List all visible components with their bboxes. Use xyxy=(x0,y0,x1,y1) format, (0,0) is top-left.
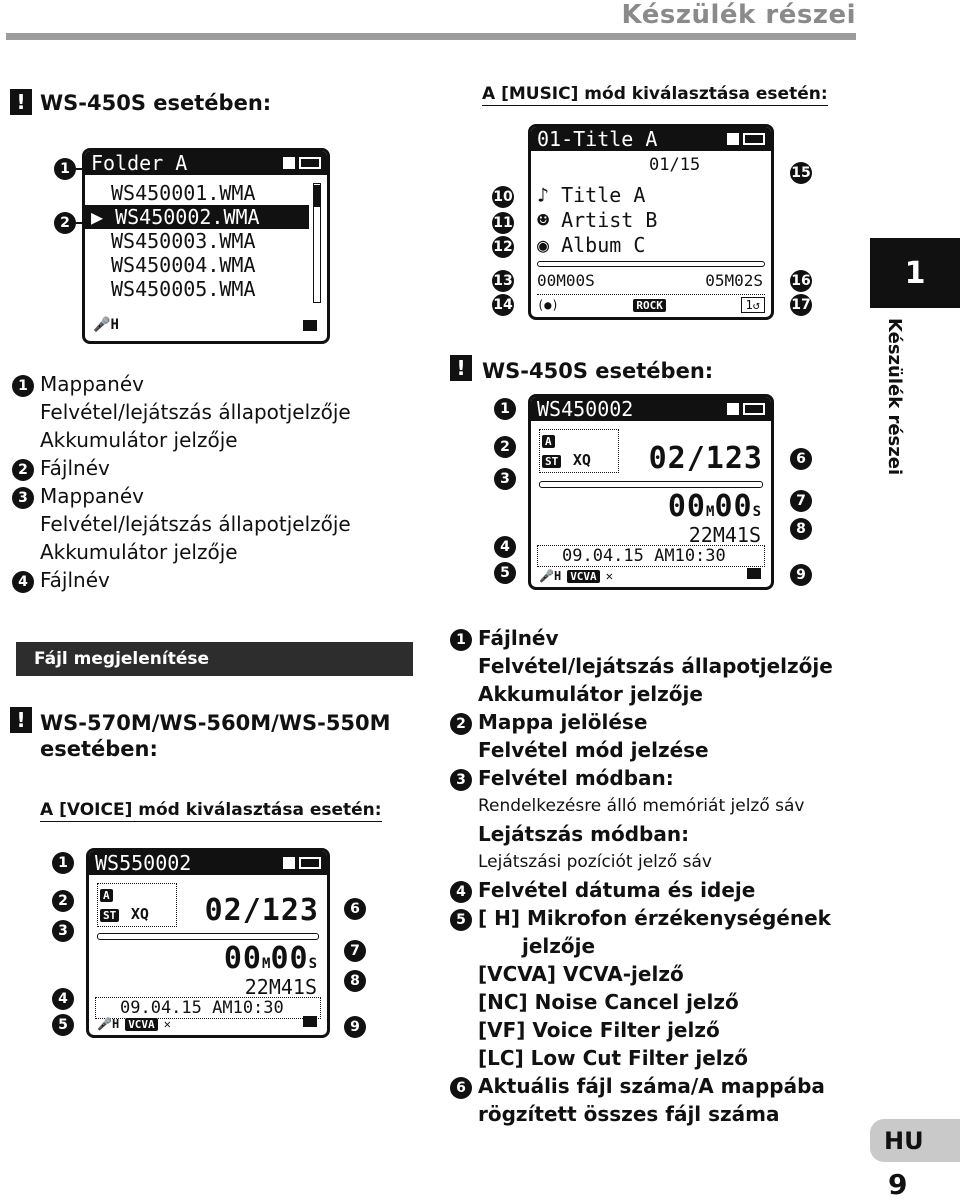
folder-letter: A xyxy=(542,435,555,448)
rec-date: 09.04.15 AM10:30 xyxy=(537,545,765,567)
file-item: WS450005.WMA xyxy=(111,277,256,301)
callout-2: 2 xyxy=(54,212,76,234)
callout-11: 11 xyxy=(492,212,514,234)
callout-3: 3 xyxy=(52,920,74,942)
ws570-heading: WS-570M/WS-560M/WS-550M esetében: xyxy=(40,711,391,761)
callout-17: 17 xyxy=(790,294,812,316)
noise-cancel-legend: [NC] Noise Cancel jelző xyxy=(478,990,739,1014)
memory-bar xyxy=(97,933,319,940)
lcd-music-screen xyxy=(528,124,774,320)
legend-text: Lejátszás módban: xyxy=(478,822,690,846)
page-header-title: Készülék részei xyxy=(621,0,856,30)
ws450-heading-left: WS-450S esetében: xyxy=(40,91,272,115)
callout-4: 4 xyxy=(494,536,516,558)
callout-14: 14 xyxy=(492,294,514,316)
folder-letter: A xyxy=(100,889,113,902)
legend-text: Akkumulátor jelzője xyxy=(40,540,238,564)
lcd-file-name: WS550002 xyxy=(95,851,192,875)
track-number: 01/15 xyxy=(649,155,701,175)
battery-icon xyxy=(727,133,765,145)
callout-5: 5 xyxy=(494,562,516,584)
battery-icon xyxy=(727,403,765,415)
legend-item-1: 1 Fájlnév xyxy=(450,624,860,652)
mic-sensitivity-icon: 🎤H xyxy=(539,569,562,583)
elapsed-time: 00M00S xyxy=(223,941,317,976)
album-row: ◉ Album C xyxy=(537,233,646,257)
lcd-folder-name: Folder A xyxy=(91,151,188,175)
total-time: 05M02S xyxy=(705,271,763,290)
lcd-file-name: WS450002 xyxy=(537,397,634,421)
legend-text: rögzített összes fájl száma xyxy=(478,1102,780,1126)
indicator-row xyxy=(539,569,613,583)
mode-box xyxy=(539,429,619,473)
callout-1: 1 xyxy=(54,158,76,180)
page-number: 9 xyxy=(888,1168,908,1201)
callout-16: 16 xyxy=(790,270,812,292)
file-item: WS450004.WMA xyxy=(111,253,256,277)
callout-4: 4 xyxy=(52,988,74,1010)
right-legend-list xyxy=(450,624,860,1128)
lcd-track-title: 01-Title A xyxy=(537,127,658,151)
callout-6: 6 xyxy=(344,898,366,920)
elapsed-time: 00M00S xyxy=(537,271,595,290)
callout-6: 6 xyxy=(790,448,812,470)
lcd-folder-screen xyxy=(82,148,330,344)
mic-sensitivity-icon: 🎤H xyxy=(97,1017,120,1031)
lcd-voice-screen xyxy=(86,848,330,1038)
folder-icon xyxy=(303,320,317,331)
callout-5: 5 xyxy=(52,1014,74,1036)
wow-icon: (●) xyxy=(537,298,559,312)
rec-date: 09.04.15 AM10:30 xyxy=(95,997,321,1019)
file-count: 02/123 xyxy=(648,441,763,476)
low-cut-icon: ✕ xyxy=(605,569,613,583)
lcd-ws450-screen xyxy=(528,394,774,590)
note-icon: ♪ xyxy=(537,183,550,207)
legend-item-4: 4 Felvétel dátuma és ideje xyxy=(450,876,860,904)
callout-1: 1 xyxy=(494,398,516,420)
lcd-title-bar xyxy=(89,851,327,875)
callout-13: 13 xyxy=(492,270,514,292)
elapsed-time: 00M00S xyxy=(667,489,761,524)
remaining-time: 22M41S xyxy=(688,523,761,547)
left-legend-list xyxy=(12,370,412,594)
folder-icon xyxy=(303,1016,317,1027)
vcva-indicator: VCVA xyxy=(125,1018,158,1031)
lcd-title-bar xyxy=(85,151,327,175)
legend-text: Felvétel mód jelzése xyxy=(478,738,709,762)
ws450-heading-right: WS-450S esetében: xyxy=(482,359,714,383)
legend-subtext: Lejátszási pozíciót jelző sáv xyxy=(478,852,712,872)
legend-item-3: 3 Mappanév xyxy=(12,482,412,510)
legend-subtext: Rendelkezésre álló memóriát jelző sáv xyxy=(478,796,805,816)
callout-9: 9 xyxy=(344,1016,366,1038)
mode-box xyxy=(97,883,177,927)
person-icon: ☻ xyxy=(537,208,550,232)
scrollbar-thumb xyxy=(314,185,320,207)
warning-icon: ! xyxy=(10,89,32,115)
callout-8: 8 xyxy=(344,970,366,992)
legend-text: Akkumulátor jelzője xyxy=(478,682,703,706)
callout-3: 3 xyxy=(494,468,516,490)
warning-icon: ! xyxy=(450,355,472,381)
file-item-selected: ▶ WS450002.WMA xyxy=(85,205,309,229)
voice-filter-legend: [VF] Voice Filter jelző xyxy=(478,1018,720,1042)
disc-icon: ◉ xyxy=(537,233,550,257)
vcva-indicator: VCVA xyxy=(567,570,600,583)
stereo-indicator: ST xyxy=(100,909,119,922)
indicator-row xyxy=(97,1017,171,1031)
vcva-legend: [VCVA] VCVA-jelző xyxy=(478,962,684,986)
callout-1: 1 xyxy=(52,852,74,874)
callout-7: 7 xyxy=(344,940,366,962)
callout-10: 10 xyxy=(492,186,514,208)
legend-text: Felvétel/lejátszás állapotjelzője xyxy=(40,512,351,536)
lcd-title-bar xyxy=(531,397,771,421)
section-band: Fájl megjelenítése xyxy=(16,642,413,676)
legend-item-3: 3 Felvétel módban: xyxy=(450,764,860,792)
chapter-number: 1 xyxy=(904,255,926,291)
callout-9: 9 xyxy=(790,564,812,586)
rec-mode: XQ xyxy=(572,451,591,469)
warning-icon: ! xyxy=(10,707,32,733)
low-cut-icon: ✕ xyxy=(163,1017,171,1031)
music-indicator-row xyxy=(537,294,765,313)
voice-mode-title: A [VOICE] mód kiválasztása esetén: xyxy=(40,800,382,820)
legend-text: Felvétel/lejátszás állapotjelzője xyxy=(40,400,351,424)
battery-icon xyxy=(283,157,321,169)
mic-sensitivity-icon: 🎤H xyxy=(93,317,119,333)
callout-7: 7 xyxy=(790,490,812,512)
file-item: WS450003.WMA xyxy=(111,229,256,253)
folder-icon xyxy=(747,568,761,579)
legend-text: Felvétel/lejátszás állapotjelzője xyxy=(478,654,833,678)
legend-text: Akkumulátor jelzője xyxy=(40,428,238,452)
remaining-time: 22M41S xyxy=(244,975,317,999)
artist-row: ☻ Artist B xyxy=(537,208,658,232)
eq-indicator: ROCK xyxy=(633,299,666,312)
callout-2: 2 xyxy=(52,890,74,912)
song-row: ♪ Title A xyxy=(537,183,646,207)
legend-item-2: 2 Fájlnév xyxy=(12,454,412,482)
chapter-side-label: Készülék részei xyxy=(884,318,905,476)
track-info xyxy=(537,183,657,258)
file-item: WS450001.WMA xyxy=(111,181,256,205)
position-bar xyxy=(537,261,765,267)
callout-2: 2 xyxy=(494,436,516,458)
callout-8: 8 xyxy=(790,518,812,540)
legend-item-2: 2 Mappa jelölése xyxy=(450,708,860,736)
low-cut-legend: [LC] Low Cut Filter jelző xyxy=(478,1046,749,1070)
legend-item-4: 4 Fájlnév xyxy=(12,566,412,594)
lcd-title-bar xyxy=(531,127,771,151)
file-count: 02/123 xyxy=(204,893,319,928)
stereo-indicator: ST xyxy=(542,455,561,468)
language-badge: HU xyxy=(870,1119,960,1162)
legend-item-1: 1 Mappanév xyxy=(12,370,412,398)
rec-mode: XQ xyxy=(130,905,149,923)
header-rule xyxy=(6,33,856,40)
music-mode-title: A [MUSIC] mód kiválasztása esetén: xyxy=(482,84,828,104)
callout-12: 12 xyxy=(492,236,514,258)
battery-icon xyxy=(283,857,321,869)
legend-item-6: 6 Aktuális fájl száma/A mappába xyxy=(450,1072,860,1100)
legend-item-5: 5 [ H] Mikrofon érzékenységének xyxy=(450,904,860,932)
legend-text: jelzője xyxy=(522,934,596,958)
play-icon: ▶ xyxy=(91,205,116,229)
callout-15: 15 xyxy=(790,162,812,184)
chapter-tab xyxy=(870,238,960,308)
repeat-icon: 1↺ xyxy=(741,297,765,313)
memory-bar xyxy=(539,481,763,488)
